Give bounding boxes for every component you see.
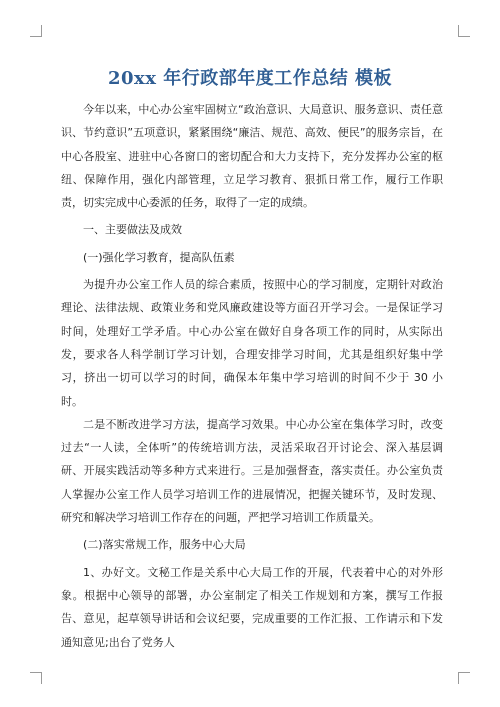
paragraph: 1、办好文。文秘工作是关系中心大局工作的开展，代表着中心的对外形象。根据中心领导的部署，办公室制定了相关工作规划和方案，撰写工作报告、意见，起草领导讲话和会议纪要，完成重要的工作汇报、工作请示和下发通知意见;出台了党务人 xyxy=(61,565,443,649)
crop-mark xyxy=(458,672,470,673)
crop-mark xyxy=(41,672,42,684)
crop-mark xyxy=(458,36,470,37)
paragraph-intro: 今年以来，中心办公室牢固树立“政治意识、大局意识、服务意识、责任意识、节约意识”五项意识，紧紧围绕“廉洁、规范、高效、便民”的服务宗旨，在中心各股室、进驻中心各窗口的密切配合和大力支持下，充分发挥办公室的枢纽、保障作用，强化内部管理，立足学习教育、狠抓日常工作，履行工作职责，切实完成中心委派的任务，取得了一定的成绩。 xyxy=(61,103,443,210)
paragraph: 为提升办公室工作人员的综合素质，按照中心的学习制度，定期针对政治理论、法律法规、政策业务和党风廉政建设等方面召开学习会。一是保证学习时间，处理好工学矛盾。中心办公室在做好自身各项工作的同时，从实际出发，要求各人科学制订学习计划，合理安排学习时间，尤其是组织好集中学习，挤出一切可以学习的时间，确保本年集中学习培训的时间不少于 30 小时。 xyxy=(61,278,443,408)
crop-mark xyxy=(458,25,459,37)
section-heading: 一、主要做法及成效 xyxy=(83,223,182,237)
document-title: 20xx 年行政部年度工作总结 模板 xyxy=(107,68,393,89)
subsection-heading: (二)落实常规工作，服务中心大局 xyxy=(83,538,246,552)
crop-mark xyxy=(458,672,459,684)
document-body xyxy=(61,98,443,654)
subsection-heading: (一)强化学习教育，提高队伍素 xyxy=(83,250,235,264)
paragraph: 二是不断改进学习方法，提高学习效果。中心办公室在集体学习时，改变过去“一人读，全体听”的传统培训方法，灵活采取召开讨论会、深入基层调研、开展实践活动等多种方式来进行。三是加强督查，落实责任。办公室负责人掌握办公室工作人员学习培训工作的进展情况，把握关键环节，及时发现、研究和解决学习培训工作存在的问题，严把学习培训工作质量关。 xyxy=(61,417,443,525)
crop-mark xyxy=(41,25,42,37)
